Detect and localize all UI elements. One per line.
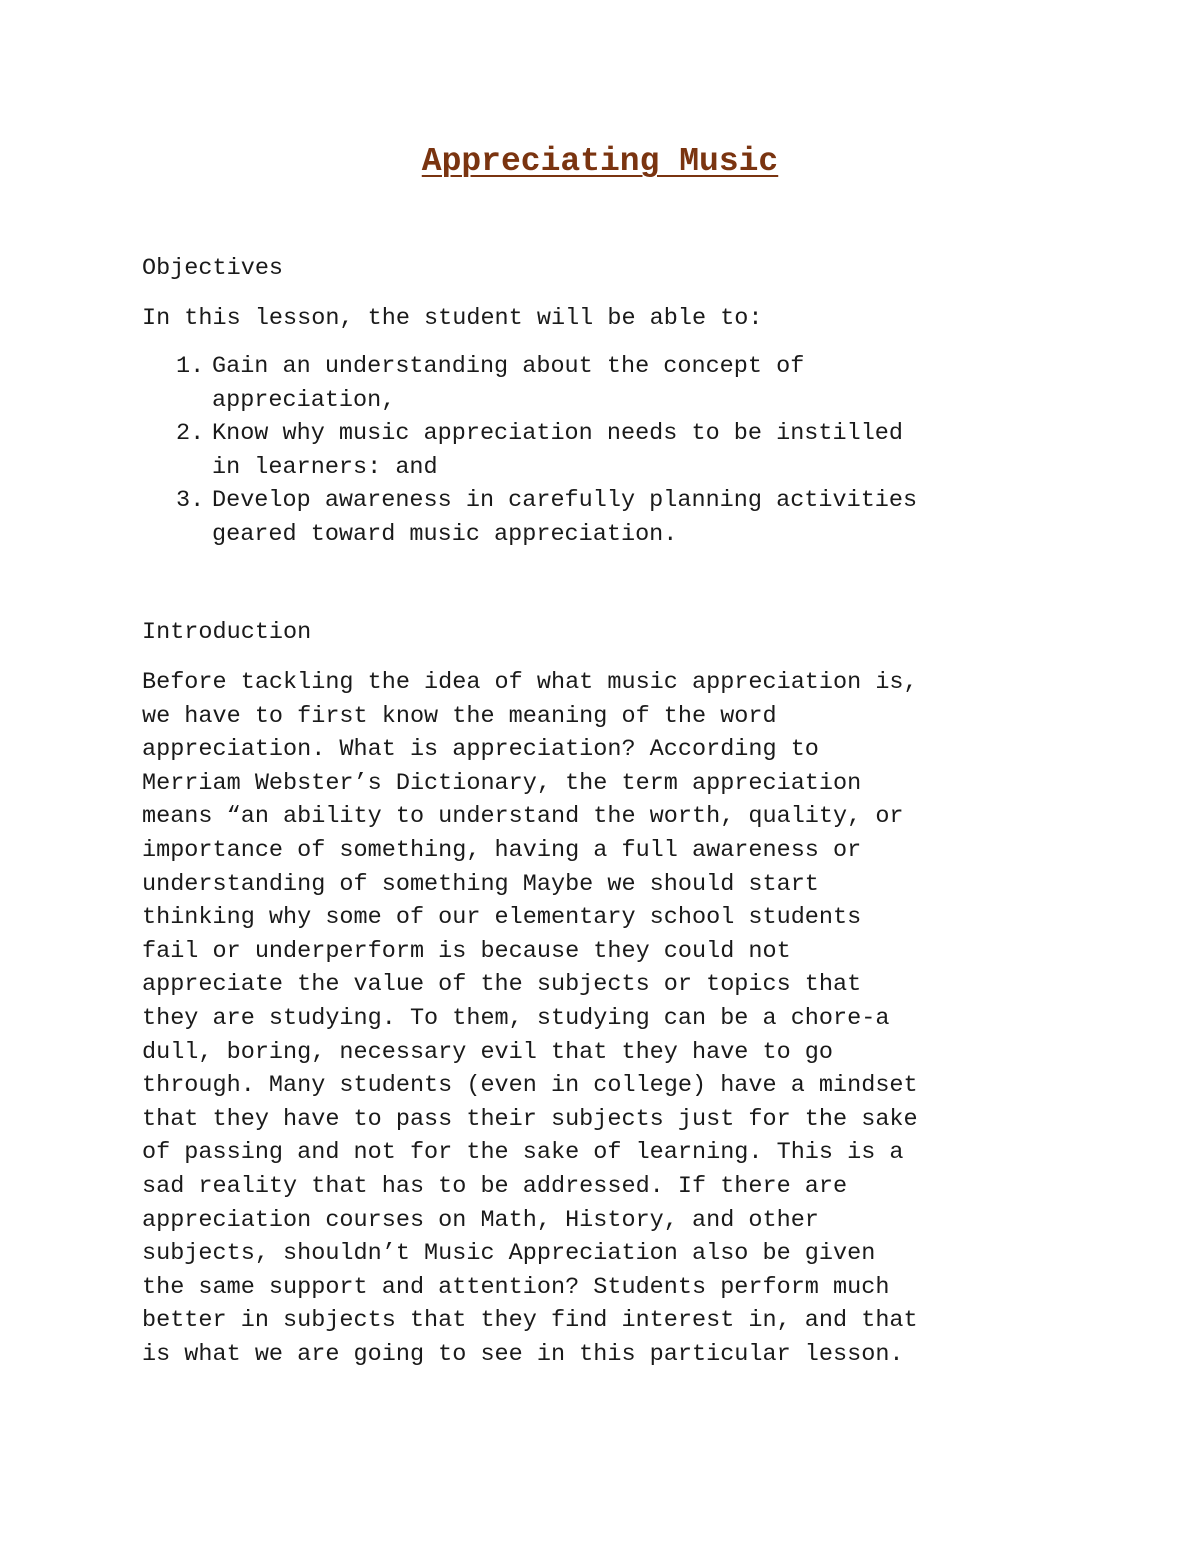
introduction-line: subjects, shouldn’t Music Appreciation also be given <box>142 1240 876 1268</box>
objective-line: geared toward music appreciation. <box>212 520 678 548</box>
introduction-line: dull, boring, necessary evil that they have to go <box>142 1038 834 1066</box>
objectives-lead: In this lesson, the student will be able to: <box>142 305 763 332</box>
introduction-line: thinking why some of our elementary school students <box>142 904 862 932</box>
objective-line: Gain an understanding about the concept of <box>212 353 805 380</box>
objective-line: appreciation, <box>212 386 396 414</box>
objective-item-3 <box>142 484 1072 551</box>
introduction-line: is what we are going to see in this particular lesson. <box>142 1340 904 1368</box>
introduction-line: appreciation. What is appreciation? According to <box>142 736 819 764</box>
introduction-line: we have to first know the meaning of the word <box>142 702 777 730</box>
introduction-line: understanding of something Maybe we should start <box>142 870 819 898</box>
introduction-line: better in subjects that they find interest in, and that <box>142 1307 918 1335</box>
introduction-body <box>142 666 1072 1371</box>
objective-line: Know why music appreciation needs to be instilled <box>212 420 904 448</box>
objective-number: 3. <box>176 487 205 515</box>
introduction-line: means “an ability to understand the worth, quality, or <box>142 803 904 831</box>
introduction-line: that they have to pass their subjects just for the sake <box>142 1105 918 1133</box>
introduction-line: of passing and not for the sake of learning. This is a <box>142 1139 904 1167</box>
objectives-list <box>142 350 1072 552</box>
objective-line: in learners: and <box>212 453 438 481</box>
objective-line: Develop awareness in carefully planning activities <box>212 487 918 515</box>
introduction-line: importance of something, having a full awareness or <box>142 836 862 864</box>
objective-item-2 <box>142 417 1072 484</box>
document-title: Appreciating Music <box>421 143 779 180</box>
introduction-line: appreciate the value of the subjects or topics that <box>142 971 862 999</box>
introduction-heading: Introduction <box>142 619 312 646</box>
introduction-line: fail or underperform is because they could not <box>142 937 791 965</box>
introduction-line: the same support and attention? Students perform much <box>142 1273 890 1301</box>
introduction-line: sad reality that has to be addressed. If there are <box>142 1172 848 1200</box>
introduction-line: through. Many students (even in college) have a mindset <box>142 1072 918 1100</box>
objective-number: 2. <box>176 420 205 448</box>
objective-item-1 <box>142 350 1072 417</box>
introduction-line: Before tackling the idea of what music appreciation is, <box>142 669 918 696</box>
introduction-line: Merriam Webster’s Dictionary, the term appreciation <box>142 769 862 797</box>
objective-number: 1. <box>176 353 205 380</box>
introduction-line: they are studying. To them, studying can be a chore-a <box>142 1004 890 1032</box>
objectives-heading: Objectives <box>142 255 284 282</box>
introduction-line: appreciation courses on Math, History, and other <box>142 1206 819 1234</box>
